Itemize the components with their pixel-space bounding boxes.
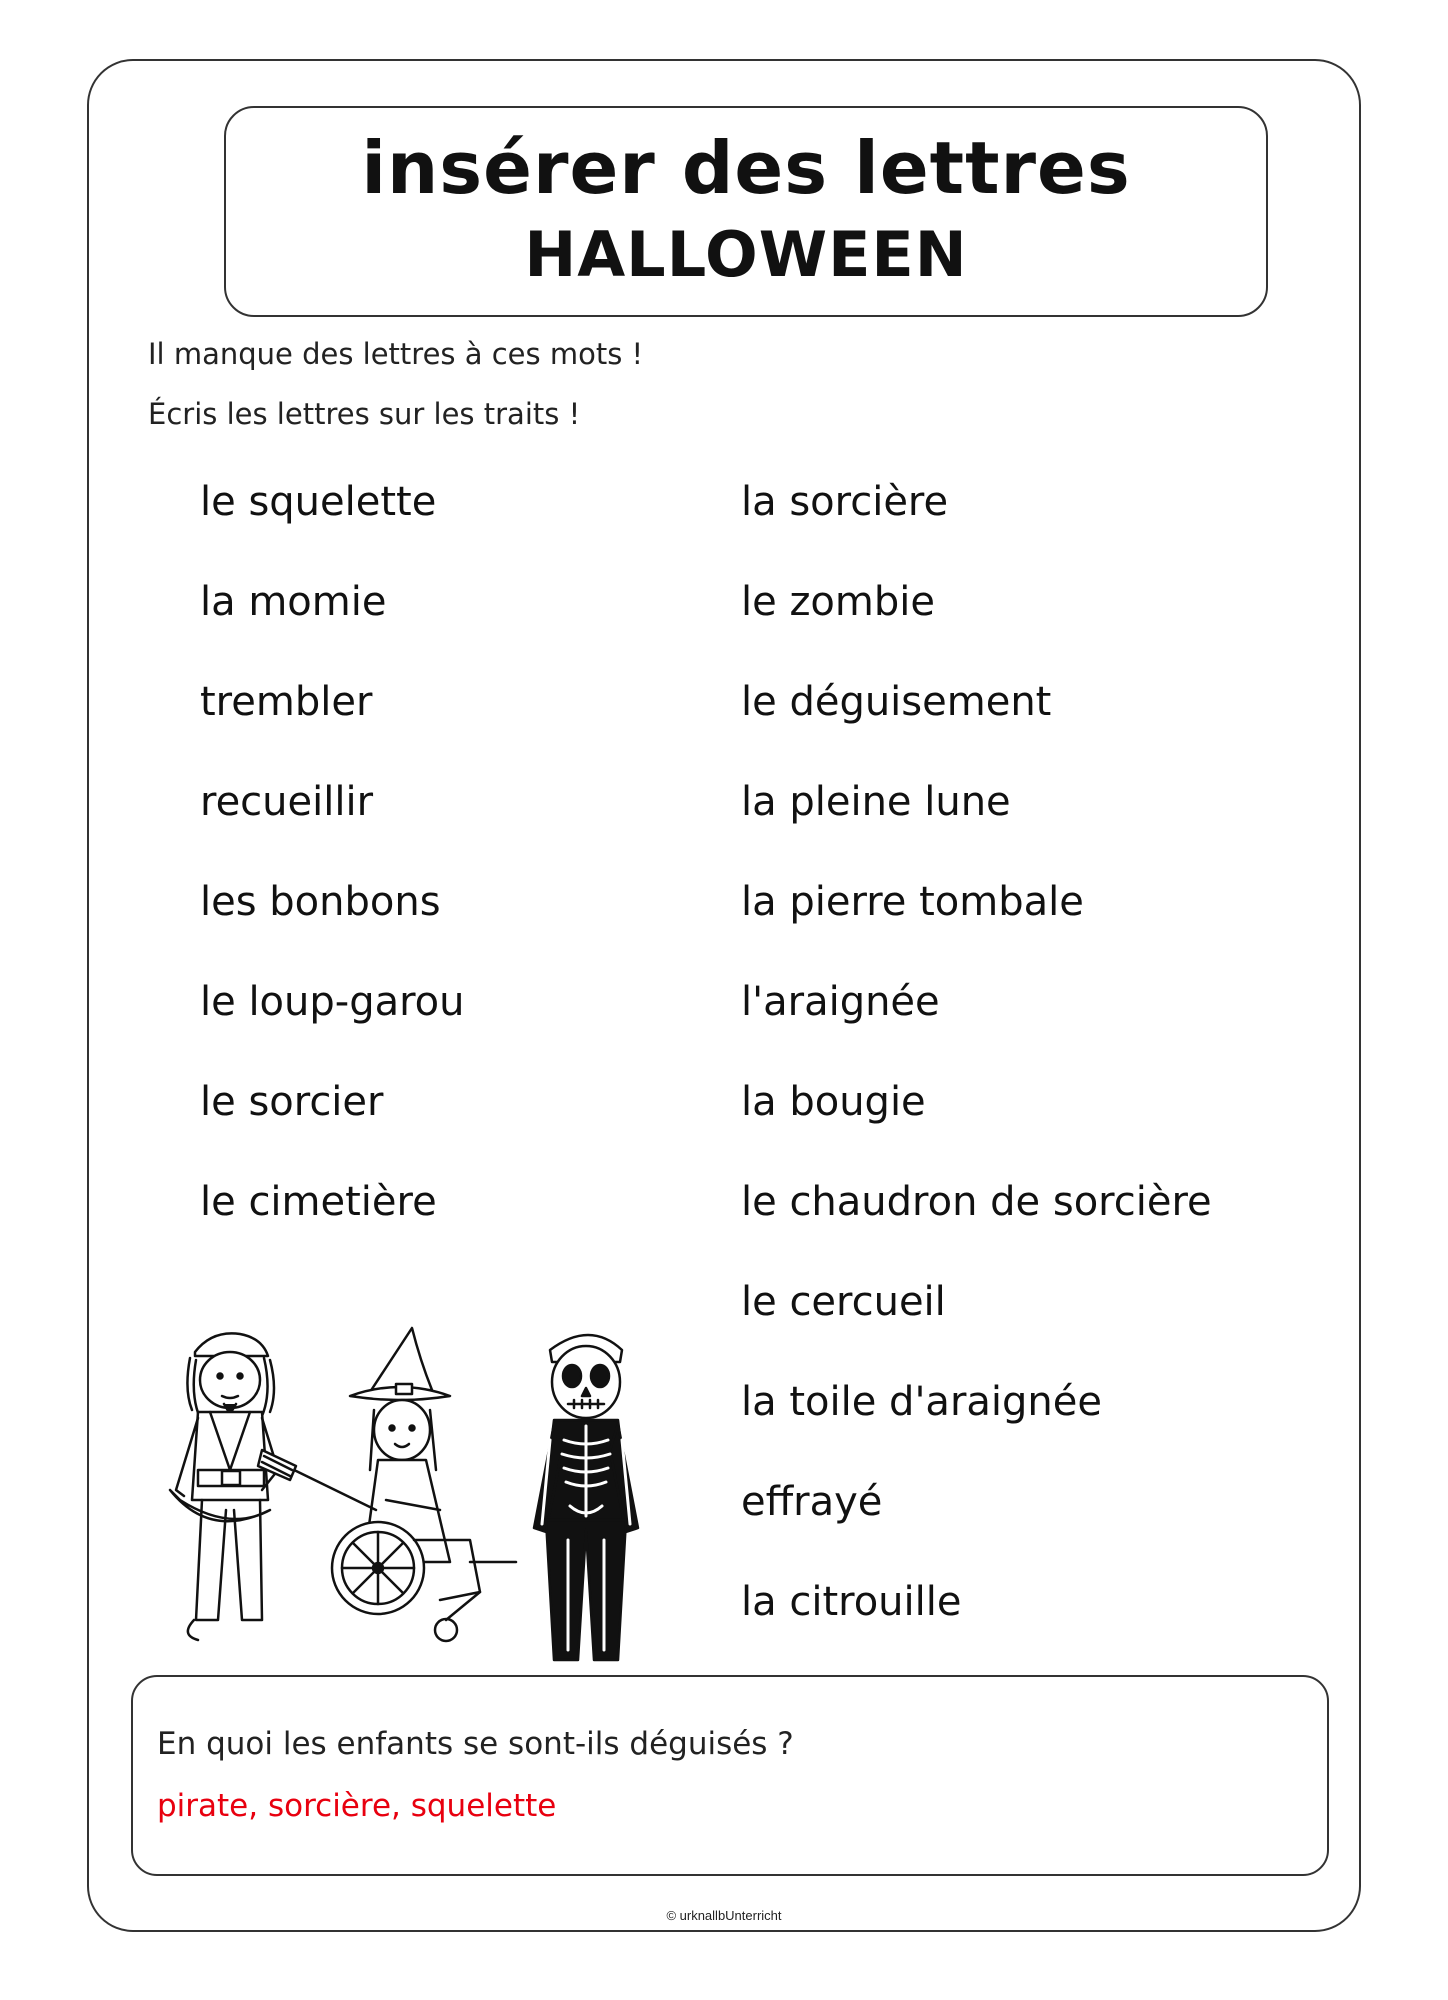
word-right-10: la toile d'araignée	[741, 1379, 1102, 1425]
title-main: insérer des lettres	[361, 126, 1131, 210]
instruction-2: Écris les lettres sur les traits !	[148, 397, 581, 431]
pirate-figure	[170, 1333, 278, 1640]
word-left-3: trembler	[200, 679, 373, 725]
title-box	[224, 106, 1268, 317]
word-right-11: effrayé	[741, 1479, 883, 1525]
word-right-1: la sorcière	[741, 479, 949, 525]
title-subtitle: HALLOWEEN	[524, 218, 968, 291]
skeleton-figure	[534, 1335, 638, 1660]
word-right-7: la bougie	[741, 1079, 926, 1125]
word-left-1: le squelette	[200, 479, 437, 525]
word-right-4: la pleine lune	[741, 779, 1011, 825]
word-right-3: le déguisement	[741, 679, 1052, 725]
question-answer: pirate, sorcière, squelette	[157, 1788, 557, 1824]
word-left-4: recueillir	[200, 779, 374, 825]
instruction-1: Il manque des lettres à ces mots !	[148, 337, 644, 371]
word-left-8: le cimetière	[200, 1179, 437, 1225]
word-right-5: la pierre tombale	[741, 879, 1084, 925]
word-left-7: le sorcier	[200, 1079, 384, 1125]
word-left-2: la momie	[200, 579, 387, 625]
word-left-5: les bonbons	[200, 879, 441, 925]
witch-figure	[258, 1328, 516, 1641]
copyright-footer: © urknallbUnterricht	[666, 1908, 782, 1923]
word-left-6: le loup-garou	[200, 979, 465, 1025]
word-right-9: le cercueil	[741, 1279, 946, 1325]
costumed-children-illustration	[150, 1300, 710, 1680]
word-right-8: le chaudron de sorcière	[741, 1179, 1212, 1225]
question-prompt: En quoi les enfants se sont-ils déguisés ?	[157, 1726, 794, 1762]
word-right-12: la citrouille	[741, 1579, 962, 1625]
question-box	[131, 1675, 1329, 1876]
word-right-2: le zombie	[741, 579, 935, 625]
word-right-6: l'araignée	[741, 979, 940, 1025]
